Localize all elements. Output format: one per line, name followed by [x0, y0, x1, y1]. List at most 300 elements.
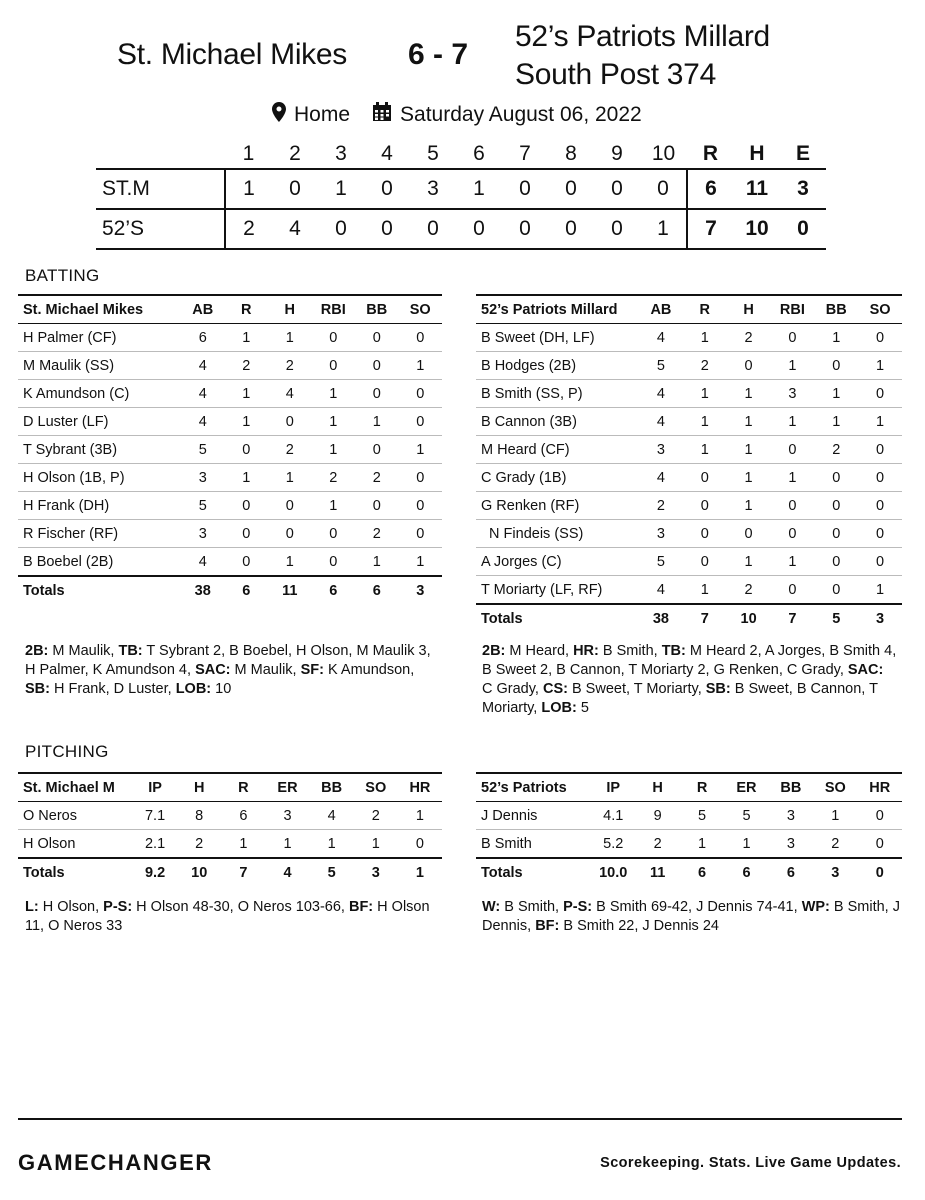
batting-table-home: [18, 294, 442, 604]
stat-cell: 0: [875, 807, 884, 824]
player-name: D Luster (LF): [23, 413, 109, 430]
inning-score: 1: [473, 177, 485, 200]
pitching-table-away: [476, 772, 902, 886]
note-key: BF:: [348, 899, 374, 915]
stat-cell: 1: [788, 413, 797, 430]
stat-cell: 0: [700, 553, 709, 570]
player-name: J Dennis: [481, 807, 538, 824]
stat-cell: 0: [876, 553, 885, 570]
stat-cell: 1: [700, 441, 709, 458]
stat-cell: 0: [242, 441, 251, 458]
inning-header: 9: [611, 142, 623, 165]
stat-cell: 4: [656, 581, 665, 598]
stat-cell: 0: [416, 385, 425, 402]
totals-label: Totals: [23, 582, 65, 599]
note-value: B Smith 22, J Dennis 24: [559, 918, 719, 934]
player-name: B Smith (SS, P): [481, 385, 583, 402]
player-name: C Grady (1B): [481, 469, 567, 486]
player-name: B Cannon (3B): [481, 413, 577, 430]
errors-header: E: [795, 142, 810, 165]
stat-cell: 2: [372, 469, 381, 486]
stat-cell: 1: [788, 553, 797, 570]
batting-table-away: [476, 294, 902, 632]
total-cell: 7: [788, 610, 797, 627]
footer-tagline: Scorekeeping. Stats. Live Game Updates.: [600, 1155, 901, 1171]
stat-cell: 1: [329, 497, 338, 514]
inning-score: 0: [335, 217, 347, 240]
errors-total: 0: [797, 217, 809, 240]
total-cell: 3: [371, 864, 380, 881]
batting-notes-away: [482, 642, 897, 718]
inning-score: 0: [381, 217, 393, 240]
totals-row: [476, 858, 902, 886]
footer-divider: [18, 1118, 902, 1120]
stat-cell: 1: [744, 497, 753, 514]
column-header-h: H: [268, 295, 312, 324]
column-header-h: H: [635, 773, 679, 802]
stat-cell: 0: [876, 497, 885, 514]
stat-cell: 1: [744, 413, 753, 430]
table-header-row: [476, 773, 902, 802]
team-header: 52’s Patriots: [476, 773, 591, 802]
note-value: H Olson 11, O Neros 33: [25, 899, 430, 934]
stat-cell: 0: [416, 413, 425, 430]
total-cell: 7: [700, 610, 709, 627]
stat-cell: 0: [832, 469, 841, 486]
stat-cell: 5: [198, 441, 207, 458]
total-cell: 1: [415, 864, 424, 881]
stat-cell: 2: [700, 357, 709, 374]
stat-cell: 1: [742, 835, 751, 852]
stat-cell: 0: [832, 497, 841, 514]
batting-section-label: BATTING: [25, 266, 100, 285]
column-header-ab: AB: [639, 295, 683, 324]
stat-cell: 4.1: [603, 807, 624, 824]
note-key: CS:: [542, 681, 568, 697]
total-cell: 6: [372, 582, 381, 599]
stat-cell: 1: [329, 385, 338, 402]
stat-cell: 1: [415, 807, 424, 824]
stat-cell: 2.1: [144, 835, 166, 852]
table-row: [476, 436, 902, 464]
errors-total: 3: [797, 177, 809, 200]
stat-cell: 1: [329, 441, 338, 458]
inning-score: 4: [289, 217, 301, 240]
note-value: C Grady,: [482, 681, 543, 697]
table-row: [476, 492, 902, 520]
stat-cell: 1: [416, 357, 425, 374]
team-header: St. Michael Mikes: [18, 295, 181, 324]
totals-label: Totals: [481, 610, 523, 627]
player-name: H Olson (1B, P): [23, 469, 125, 486]
game-date: Saturday August 06, 2022: [400, 103, 642, 126]
hits-header: H: [749, 142, 765, 165]
total-cell: 7: [239, 864, 248, 881]
player-name: T Moriarty (LF, RF): [481, 581, 603, 598]
stat-cell: 2: [195, 835, 204, 852]
inning-header: 4: [381, 142, 393, 165]
inning-score: 0: [640, 169, 687, 209]
table-row: [18, 464, 442, 492]
home-team-name: St. Michael Mikes: [117, 38, 347, 71]
column-header-ip: IP: [133, 773, 177, 802]
stat-cell: 1: [876, 357, 885, 374]
stat-cell: 1: [876, 581, 885, 598]
stat-cell: 0: [876, 329, 885, 346]
away-team-name: 52’s Patriots Millard South Post 374: [515, 20, 770, 91]
stat-cell: 5: [198, 497, 207, 514]
stat-cell: 0: [744, 525, 753, 542]
stat-cell: 0: [372, 385, 381, 402]
stat-cell: 4: [198, 357, 207, 374]
calendar-icon: [372, 102, 392, 128]
stat-cell: 1: [700, 385, 709, 402]
stat-cell: 1: [700, 581, 709, 598]
stat-cell: 0: [832, 553, 841, 570]
inning-score: 0: [565, 217, 577, 240]
note-value: M Heard,: [505, 643, 574, 659]
stat-cell: 0: [285, 525, 294, 542]
total-cell: 5: [327, 864, 336, 881]
note-value: B Smith 69-42, J Dennis 74-41,: [592, 899, 802, 915]
stat-cell: 1: [242, 413, 251, 430]
stat-cell: 0: [876, 385, 885, 402]
stat-cell: 0: [329, 357, 338, 374]
stat-cell: 2: [372, 525, 381, 542]
column-header-ip: IP: [591, 773, 635, 802]
inning-header: 1: [242, 142, 255, 165]
stat-cell: 0: [415, 835, 424, 852]
column-header-er: ER: [265, 773, 309, 802]
stat-cell: 0: [744, 357, 753, 374]
stat-cell: 0: [788, 441, 797, 458]
table-row: [18, 492, 442, 520]
inning-score: 0: [473, 217, 485, 240]
note-value: T Sybrant 2, B Boebel, H Olson, M Maulik 3, H Palmer, K Amundson 4,: [25, 643, 431, 678]
table-header-row: [476, 295, 902, 324]
total-cell: 38: [194, 582, 211, 599]
stat-cell: 3: [656, 441, 665, 458]
stat-cell: 3: [198, 525, 207, 542]
stat-cell: 0: [700, 497, 709, 514]
pitching-section-label: PITCHING: [25, 742, 109, 761]
player-name: B Boebel (2B): [23, 553, 114, 570]
stat-cell: 5: [656, 553, 665, 570]
column-header-er: ER: [724, 773, 768, 802]
team-col-header: [96, 140, 225, 169]
total-cell: 10.0: [599, 864, 628, 881]
note-value: B Smith, J Dennis,: [482, 899, 900, 934]
game-location: Home: [294, 103, 351, 126]
stat-cell: 0: [788, 525, 797, 542]
runs-total: 7: [705, 217, 717, 240]
column-header-bb: BB: [814, 295, 858, 324]
totals-row: [476, 604, 902, 632]
total-cell: 3: [831, 864, 840, 881]
note-value: K Amundson,: [323, 662, 415, 678]
note-value: B Smith,: [500, 899, 564, 915]
stat-cell: 0: [285, 413, 294, 430]
player-name: H Olson: [23, 835, 76, 852]
stat-cell: 0: [416, 329, 425, 346]
player-name: R Fischer (RF): [23, 525, 119, 542]
inning-header: 6: [473, 142, 485, 165]
stat-cell: 0: [876, 469, 885, 486]
total-cell: 9.2: [144, 864, 166, 881]
total-cell: 6: [242, 582, 251, 599]
stat-cell: 8: [195, 807, 204, 824]
team-header: St. Michael M: [18, 773, 133, 802]
pitching-notes-away: [482, 898, 902, 936]
stat-cell: 3: [656, 525, 665, 542]
player-name: M Maulik (SS): [23, 357, 115, 374]
inning-score: 0: [519, 217, 531, 240]
inning-header: 8: [565, 142, 577, 165]
stat-cell: 2: [285, 441, 294, 458]
pitching-notes-home: [25, 898, 445, 936]
column-header-r: R: [680, 773, 724, 802]
stat-cell: 0: [372, 497, 381, 514]
stat-cell: 1: [744, 441, 753, 458]
inning-score: 0: [611, 177, 623, 200]
note-key: SAC:: [847, 662, 884, 678]
team-abbrev: 52’S: [96, 209, 225, 249]
inning-score: 1: [640, 209, 687, 249]
table-row: [476, 802, 902, 830]
table-header-row: [18, 295, 442, 324]
inning-score: 0: [289, 177, 301, 200]
stat-cell: 0: [788, 329, 797, 346]
stat-cell: 0: [788, 497, 797, 514]
totals-row: [18, 576, 442, 604]
table-row: [476, 830, 902, 859]
stat-cell: 0: [416, 497, 425, 514]
note-value: H Frank, D Luster,: [49, 681, 176, 697]
table-row: [476, 352, 902, 380]
total-cell: 6: [698, 864, 707, 881]
column-header-so: SO: [813, 773, 857, 802]
stat-cell: 0: [700, 525, 709, 542]
player-name: B Sweet (DH, LF): [481, 329, 595, 346]
stat-cell: 0: [700, 469, 709, 486]
stat-cell: 0: [329, 525, 338, 542]
table-row: [476, 576, 902, 605]
stat-cell: 1: [242, 385, 251, 402]
column-header-so: SO: [858, 295, 902, 324]
total-cell: 0: [875, 864, 884, 881]
stat-cell: 0: [242, 525, 251, 542]
line-score-header: [96, 140, 826, 169]
inning-score: 2: [243, 217, 255, 240]
note-value: B Smith,: [598, 643, 662, 659]
player-name: O Neros: [23, 807, 77, 824]
total-cell: 6: [786, 864, 795, 881]
note-key: TB:: [661, 643, 686, 659]
note-value: B Sweet, T Moriarty,: [567, 681, 706, 697]
table-row: [476, 324, 902, 352]
stat-cell: 1: [788, 357, 797, 374]
column-header-bb: BB: [769, 773, 813, 802]
stat-cell: 2: [371, 807, 380, 824]
stat-cell: 3: [786, 835, 795, 852]
stat-cell: 3: [788, 385, 797, 402]
final-score: 6 - 7: [408, 38, 469, 71]
hits-total: 10: [745, 217, 769, 240]
inning-score: 0: [519, 177, 531, 200]
stat-cell: 1: [329, 413, 338, 430]
stat-cell: 4: [198, 385, 207, 402]
table-row: [476, 408, 902, 436]
table-row: [18, 802, 442, 830]
line-score-row: [96, 169, 826, 209]
stat-cell: 0: [875, 835, 884, 852]
batting-notes-home: [25, 642, 435, 699]
runs-total: 6: [705, 177, 717, 200]
stat-cell: 1: [285, 329, 294, 346]
note-value: 5: [576, 700, 589, 716]
note-key: W:: [482, 899, 501, 915]
total-cell: 5: [832, 610, 841, 627]
note-value: M Heard 2, A Jorges, B Smith 4, B Sweet 2, B Cannon, T Moriarty 2, G Renken, C Grady,: [482, 643, 897, 678]
inning-score: 0: [427, 217, 439, 240]
totals-row: [18, 858, 442, 886]
stat-cell: 2: [656, 497, 665, 514]
column-header-r: R: [221, 773, 265, 802]
runs-header: R: [702, 142, 719, 165]
stat-cell: 2: [285, 357, 294, 374]
stat-cell: 5: [656, 357, 665, 374]
stat-cell: 1: [876, 413, 885, 430]
note-value: H Olson 48-30, O Neros 103-66,: [132, 899, 349, 915]
stat-cell: 5: [742, 807, 751, 824]
pitching-table-home: [18, 772, 442, 886]
inning-score: 1: [335, 177, 347, 200]
table-row: [476, 548, 902, 576]
player-name: H Frank (DH): [23, 497, 110, 514]
totals-label: Totals: [481, 864, 523, 881]
stat-cell: 1: [372, 413, 381, 430]
stat-cell: 3: [198, 469, 207, 486]
stat-cell: 2: [329, 469, 338, 486]
stat-cell: 0: [372, 357, 381, 374]
table-row: [18, 324, 442, 352]
note-key: SB:: [705, 681, 731, 697]
note-value: H Olson,: [38, 899, 104, 915]
table-row: [18, 380, 442, 408]
brand-logo: GAMECHANGER: [18, 1150, 213, 1175]
table-row: [18, 408, 442, 436]
note-key: LOB:: [175, 681, 212, 697]
game-meta: [272, 102, 642, 128]
stat-cell: 2: [744, 329, 753, 346]
stat-cell: 2: [653, 835, 662, 852]
stat-cell: 1: [788, 469, 797, 486]
hits-total: 11: [745, 177, 769, 200]
player-name: B Smith: [481, 835, 532, 852]
player-name: G Renken (RF): [481, 497, 580, 514]
table-row: [18, 548, 442, 577]
stat-cell: 4: [656, 385, 665, 402]
stat-cell: 1: [285, 469, 294, 486]
stat-cell: 1: [327, 835, 336, 852]
stat-cell: 1: [416, 441, 425, 458]
stat-cell: 1: [371, 835, 380, 852]
stat-cell: 1: [831, 807, 840, 824]
note-value: M Maulik,: [230, 662, 301, 678]
stat-cell: 2: [242, 357, 251, 374]
column-header-hr: HR: [858, 773, 902, 802]
column-header-ab: AB: [181, 295, 225, 324]
note-key: P-S:: [563, 899, 593, 915]
total-cell: 3: [416, 582, 425, 599]
note-key: P-S:: [103, 899, 133, 915]
stat-cell: 4: [656, 329, 665, 346]
table-row: [18, 352, 442, 380]
stat-cell: 5: [698, 807, 707, 824]
stat-cell: 1: [242, 329, 251, 346]
stat-cell: 1: [283, 835, 292, 852]
stat-cell: 7.1: [144, 807, 166, 824]
inning-header: 10: [651, 142, 676, 165]
stat-cell: 0: [416, 469, 425, 486]
stat-cell: 2: [832, 441, 841, 458]
table-row: [18, 436, 442, 464]
stat-cell: 1: [832, 385, 841, 402]
table-row: [18, 520, 442, 548]
inning-header: 2: [289, 142, 301, 165]
stat-cell: 0: [242, 553, 251, 570]
column-header-hr: HR: [398, 773, 442, 802]
note-key: HR:: [573, 643, 599, 659]
column-header-so: SO: [354, 773, 398, 802]
note-key: L:: [25, 899, 39, 915]
column-header-h: H: [177, 773, 221, 802]
stat-cell: 4: [327, 807, 336, 824]
stat-cell: 6: [239, 807, 248, 824]
stat-cell: 0: [832, 525, 841, 542]
stat-cell: 0: [876, 525, 885, 542]
inning-header: 5: [427, 142, 439, 165]
player-name: B Hodges (2B): [481, 357, 577, 374]
table-header-row: [18, 773, 442, 802]
stat-cell: 1: [832, 413, 841, 430]
stat-cell: 1: [698, 835, 707, 852]
inning-score: 1: [243, 177, 255, 200]
stat-cell: 1: [700, 413, 709, 430]
total-cell: 6: [742, 864, 751, 881]
player-name: A Jorges (C): [481, 553, 562, 570]
column-header-bb: BB: [355, 295, 399, 324]
player-name: N Findeis (SS): [481, 525, 584, 542]
stat-cell: 5.2: [603, 835, 624, 852]
note-key: SF:: [300, 662, 324, 678]
note-value: B Sweet, B Cannon, T Moriarty,: [482, 681, 878, 716]
note-key: 2B:: [25, 643, 49, 659]
player-name: K Amundson (C): [23, 385, 130, 402]
total-cell: 3: [876, 610, 885, 627]
column-header-h: H: [727, 295, 771, 324]
note-key: 2B:: [482, 643, 506, 659]
player-name: M Heard (CF): [481, 441, 570, 458]
stat-cell: 0: [329, 329, 338, 346]
stat-cell: 3: [786, 807, 795, 824]
stat-cell: 3: [283, 807, 292, 824]
stat-cell: 0: [416, 525, 425, 542]
stat-cell: 4: [656, 413, 665, 430]
stat-cell: 2: [831, 835, 840, 852]
table-row: [476, 520, 902, 548]
line-score-row: [96, 209, 826, 249]
